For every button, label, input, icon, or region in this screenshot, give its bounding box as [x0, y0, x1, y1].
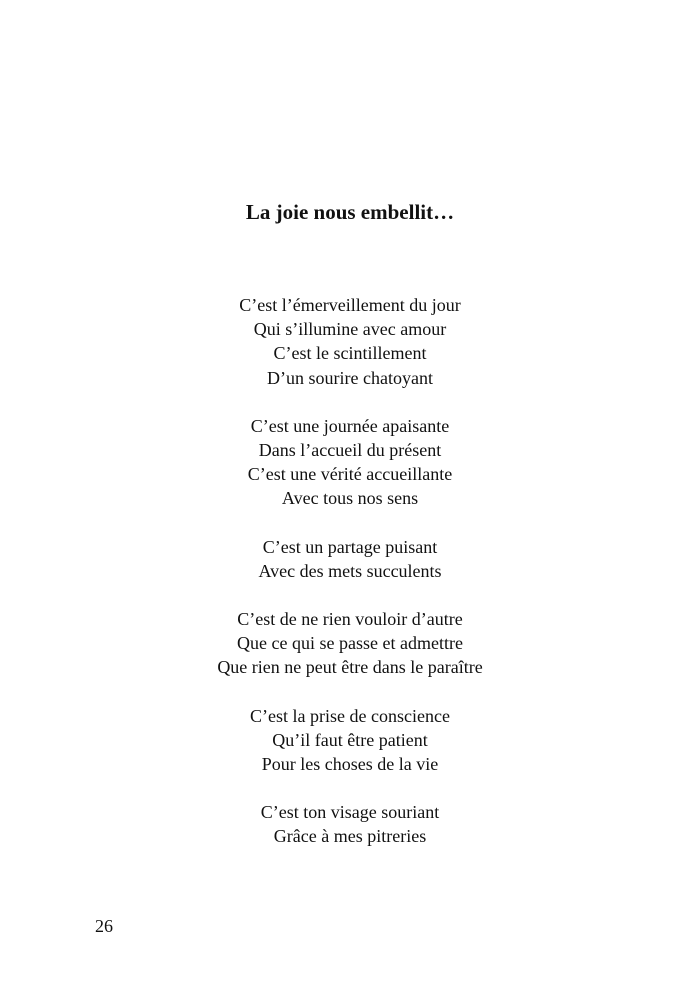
stanza-3	[0, 535, 700, 583]
verse: C’est un partage puisant	[262, 536, 438, 557]
verse: Que rien ne peut être dans le paraître	[217, 657, 483, 678]
verse: D’un sourire chatoyant	[267, 367, 433, 388]
verse: Qu’il faut être patient	[272, 729, 428, 750]
verse: C’est ton visage souriant	[260, 802, 440, 823]
verse: C’est une journée apaisante	[250, 415, 450, 436]
verse: C’est l’émerveillement du jour	[239, 295, 461, 315]
verse: Pour les choses de la vie	[261, 754, 439, 775]
verse: Grâce à mes pitreries	[273, 826, 427, 847]
poem-title: La joie nous embellit…	[245, 200, 455, 224]
verse: Qui s’illumine avec amour	[253, 319, 447, 340]
verse: Avec des mets succulents	[258, 560, 442, 581]
verse: Que ce qui se passe et admettre	[237, 633, 463, 654]
stanza-6	[0, 800, 700, 848]
verse: Avec tous nos sens	[281, 488, 419, 509]
verse: Dans l’accueil du présent	[258, 440, 442, 461]
poem-body	[0, 293, 700, 873]
verse: C’est le scintillement	[273, 343, 427, 364]
stanza-1	[0, 293, 700, 390]
verse: C’est de ne rien vouloir d’autre	[237, 609, 463, 630]
verse: C’est une vérité accueillante	[247, 464, 453, 485]
page-number: 26	[95, 916, 113, 936]
stanza-5	[0, 704, 700, 777]
verse: C’est la prise de conscience	[250, 705, 450, 726]
stanza-2	[0, 414, 700, 511]
stanza-4	[0, 607, 700, 680]
